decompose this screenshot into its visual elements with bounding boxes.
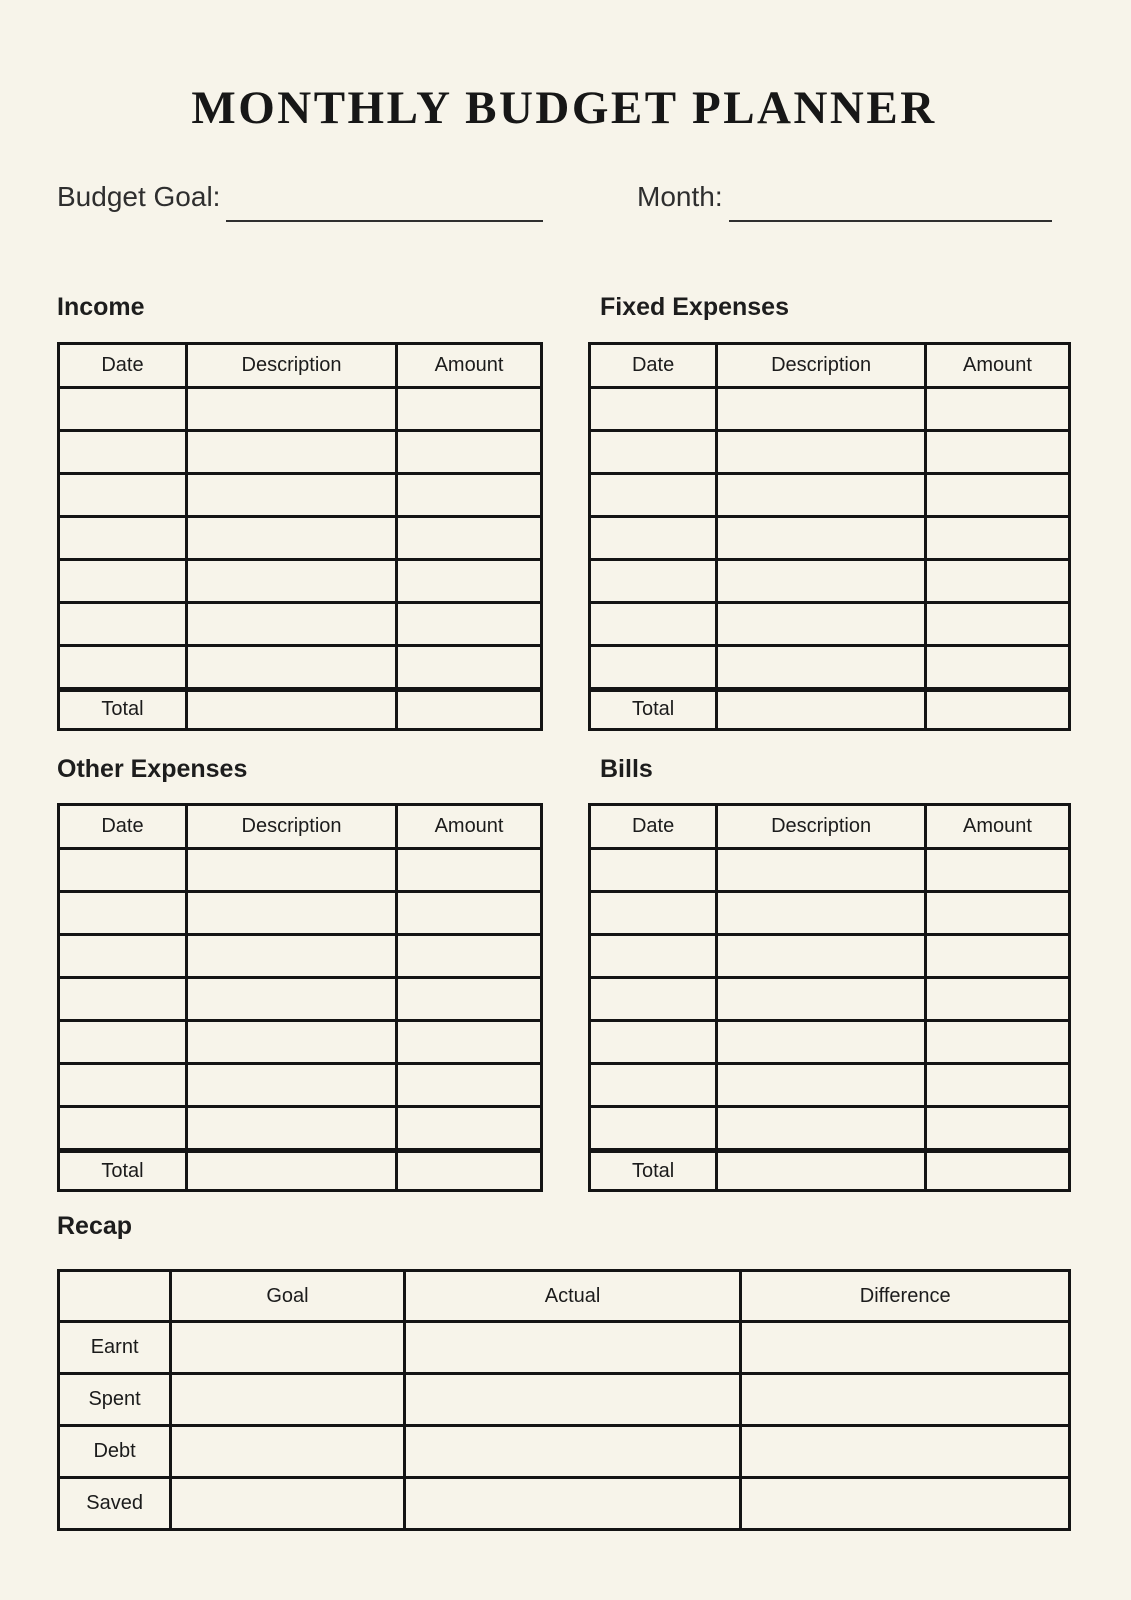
tables-row-top [57,293,1071,731]
table-row [590,935,1070,978]
recap-row-label: Spent [59,1374,171,1426]
blank-cell[interactable] [59,602,187,645]
column-header-description: Description [717,343,926,387]
blank-cell[interactable] [590,892,717,935]
fixed-expenses-table [588,342,1071,731]
blank-cell[interactable] [59,473,187,516]
blank-cell[interactable] [186,645,396,689]
total-label: Total [590,1151,717,1191]
total-amount-cell[interactable] [925,1151,1069,1191]
blank-cell[interactable] [59,1064,187,1107]
total-label: Total [590,689,717,729]
total-row [590,689,1070,729]
blank-cell[interactable] [397,978,542,1021]
blank-cell[interactable] [186,602,396,645]
recap-row-label: Earnt [59,1322,171,1374]
blank-cell[interactable] [590,559,717,602]
table-row [59,602,542,645]
blank-cell[interactable] [59,849,187,892]
table-row [59,849,542,892]
blank-cell[interactable] [925,978,1069,1021]
blank-cell[interactable] [59,1107,187,1151]
tables-row-bottom [57,755,1071,1193]
recap-heading: Recap [57,1212,133,1241]
blank-cell[interactable] [59,387,187,430]
recap-corner-cell [59,1271,171,1322]
blank-cell[interactable] [397,1021,542,1064]
total-amount-cell[interactable] [397,1151,542,1191]
blank-cell[interactable] [717,1021,926,1064]
recap-table [57,1269,1071,1531]
income-heading: Income [57,292,145,321]
blank-cell[interactable] [397,892,542,935]
recap-row-spent [59,1374,1070,1426]
blank-cell[interactable] [59,559,187,602]
blank-cell[interactable] [717,516,926,559]
blank-cell[interactable] [186,978,396,1021]
recap-column-difference: Difference [741,1271,1070,1322]
blank-cell[interactable] [59,978,187,1021]
column-header-description: Description [717,805,926,849]
entry-header-row [590,805,1070,849]
blank-cell[interactable] [925,849,1069,892]
blank-cell[interactable] [590,473,717,516]
table-row [59,892,542,935]
table-row [59,935,542,978]
blank-cell[interactable] [404,1374,741,1426]
income-table [57,342,543,731]
column-header-amount: Amount [397,343,542,387]
table-row [59,516,542,559]
entry-header-row [590,343,1070,387]
blank-cell[interactable] [186,1107,396,1151]
total-label: Total [59,689,187,729]
blank-cell[interactable] [741,1426,1070,1478]
blank-cell[interactable] [741,1374,1070,1426]
blank-cell[interactable] [186,516,396,559]
budget-goal-label: Budget Goal: [57,180,221,212]
blank-cell[interactable] [925,473,1069,516]
blank-cell[interactable] [717,387,926,430]
recap-header-row [59,1271,1070,1322]
blank-cell[interactable] [397,516,542,559]
blank-cell[interactable] [717,935,926,978]
blank-cell[interactable] [590,516,717,559]
blank-cell[interactable] [397,473,542,516]
blank-cell[interactable] [186,849,396,892]
bills-heading: Bills [600,754,653,783]
blank-cell[interactable] [590,935,717,978]
total-row [590,1151,1070,1191]
fixed-expenses-heading: Fixed Expenses [600,292,789,321]
table-row [59,387,542,430]
column-header-amount: Amount [925,805,1069,849]
table-row [590,430,1070,473]
table-row [59,645,542,689]
blank-cell[interactable] [590,645,717,689]
total-label: Total [59,1151,187,1191]
blank-cell[interactable] [59,516,187,559]
blank-cell[interactable] [186,892,396,935]
blank-cell[interactable] [590,387,717,430]
table-row [590,516,1070,559]
total-description-cell[interactable] [717,1151,926,1191]
budget-goal-field [57,181,543,213]
blank-cell[interactable] [397,849,542,892]
blank-cell[interactable] [925,892,1069,935]
table-row [59,473,542,516]
recap-row-debt [59,1426,1070,1478]
blank-cell[interactable] [186,473,396,516]
blank-cell[interactable] [590,849,717,892]
table-row [59,978,542,1021]
blank-cell[interactable] [59,645,187,689]
blank-cell[interactable] [590,1064,717,1107]
blank-cell[interactable] [717,978,926,1021]
blank-cell[interactable] [59,892,187,935]
table-row [590,1021,1070,1064]
blank-cell[interactable] [186,1064,396,1107]
blank-cell[interactable] [590,1021,717,1064]
total-description-cell[interactable] [186,1151,396,1191]
blank-cell[interactable] [404,1478,741,1530]
blank-cell[interactable] [397,645,542,689]
page-title: MONTHLY BUDGET PLANNER [191,82,937,134]
other-expenses-heading: Other Expenses [57,754,248,783]
blank-cell[interactable] [397,602,542,645]
blank-cell[interactable] [925,516,1069,559]
total-description-cell[interactable] [717,689,926,729]
blank-cell[interactable] [404,1322,741,1374]
blank-cell[interactable] [397,1107,542,1151]
income-section [57,293,543,731]
table-row [590,1107,1070,1151]
other-expenses-section [57,755,543,1193]
table-row [59,1021,542,1064]
blank-cell[interactable] [741,1322,1070,1374]
blank-cell[interactable] [717,430,926,473]
blank-cell[interactable] [925,430,1069,473]
recap-column-goal: Goal [171,1271,405,1322]
blank-cell[interactable] [186,430,396,473]
table-row [590,559,1070,602]
total-row [59,689,542,729]
blank-cell[interactable] [717,892,926,935]
column-header-date: Date [590,343,717,387]
entry-header-row [59,805,542,849]
blank-cell[interactable] [59,935,187,978]
blank-cell[interactable] [925,1107,1069,1151]
blank-cell[interactable] [59,1021,187,1064]
blank-cell[interactable] [59,430,187,473]
table-row [59,430,542,473]
table-row [590,387,1070,430]
total-amount-cell[interactable] [925,689,1069,729]
recap-row-saved [59,1478,1070,1530]
blank-cell[interactable] [925,602,1069,645]
column-header-date: Date [59,805,187,849]
table-row [590,602,1070,645]
blank-cell[interactable] [590,978,717,1021]
blank-cell[interactable] [186,559,396,602]
table-row [590,1064,1070,1107]
blank-cell[interactable] [397,559,542,602]
recap-row-label: Debt [59,1426,171,1478]
blank-cell[interactable] [925,387,1069,430]
recap-row-earnt [59,1322,1070,1374]
column-header-description: Description [186,805,396,849]
blank-cell[interactable] [590,430,717,473]
blank-cell[interactable] [717,1107,926,1151]
blank-cell[interactable] [717,645,926,689]
column-header-amount: Amount [397,805,542,849]
blank-cell[interactable] [717,559,926,602]
table-row [59,1107,542,1151]
column-header-amount: Amount [925,343,1069,387]
blank-cell[interactable] [171,1322,405,1374]
recap-row-label: Saved [59,1478,171,1530]
blank-cell[interactable] [717,473,926,516]
column-header-date: Date [59,343,187,387]
table-row [590,645,1070,689]
blank-cell[interactable] [590,1107,717,1151]
blank-cell[interactable] [925,1064,1069,1107]
month-input-line[interactable] [729,220,1052,222]
month-label: Month: [637,180,723,212]
entry-header-row [59,343,542,387]
table-row [590,473,1070,516]
blank-cell[interactable] [717,849,926,892]
table-row [59,1064,542,1107]
other-expenses-table [57,803,543,1192]
total-amount-cell[interactable] [397,689,542,729]
recap-section [57,1212,1071,1531]
bills-section [588,755,1071,1193]
blank-cell[interactable] [171,1478,405,1530]
total-row [59,1151,542,1191]
blank-cell[interactable] [186,387,396,430]
budget-goal-input-line[interactable] [226,220,543,222]
table-row [59,559,542,602]
blank-cell[interactable] [397,387,542,430]
blank-cell[interactable] [717,602,926,645]
blank-cell[interactable] [925,645,1069,689]
blank-cell[interactable] [925,559,1069,602]
column-header-date: Date [590,805,717,849]
table-row [590,978,1070,1021]
blank-cell[interactable] [397,935,542,978]
table-row [590,892,1070,935]
blank-cell[interactable] [925,1021,1069,1064]
blank-cell[interactable] [925,935,1069,978]
blank-cell[interactable] [404,1426,741,1478]
blank-cell[interactable] [171,1374,405,1426]
blank-cell[interactable] [397,430,542,473]
blank-cell[interactable] [397,1064,542,1107]
recap-column-actual: Actual [404,1271,741,1322]
table-row [590,849,1070,892]
blank-cell[interactable] [590,602,717,645]
fixed-expenses-section [588,293,1071,731]
header-fields [57,181,1071,213]
blank-cell[interactable] [186,1021,396,1064]
total-description-cell[interactable] [186,689,396,729]
blank-cell[interactable] [171,1426,405,1478]
bills-table [588,803,1071,1192]
blank-cell[interactable] [741,1478,1070,1530]
month-field [637,181,1052,213]
blank-cell[interactable] [717,1064,926,1107]
column-header-description: Description [186,343,396,387]
blank-cell[interactable] [186,935,396,978]
